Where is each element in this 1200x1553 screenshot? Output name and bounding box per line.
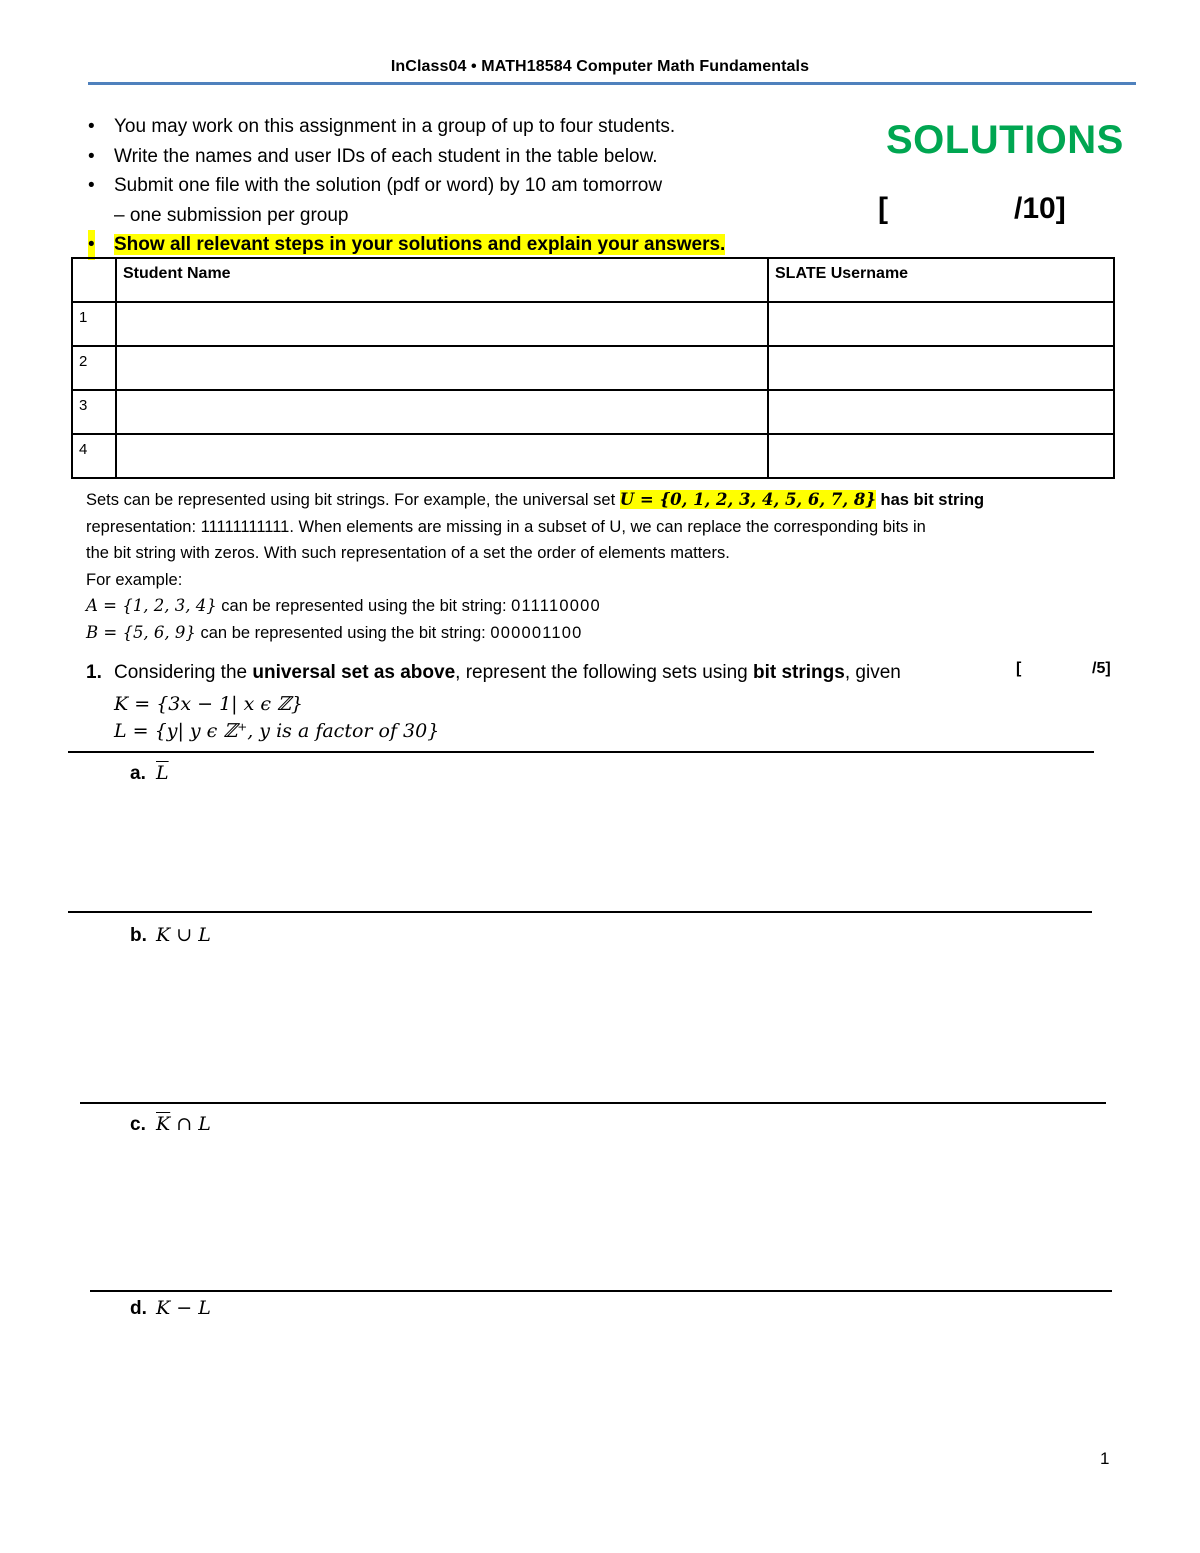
slate-username-field[interactable] bbox=[768, 302, 1114, 346]
question-1-prompt: 1. Considering the universal set as above, represent the following sets using bit strings, given bbox=[86, 662, 901, 683]
instruction-item: • You may work on this assignment in a group of up to four students. bbox=[86, 112, 806, 142]
table-row bbox=[72, 434, 1114, 478]
part-d-answer-area[interactable] bbox=[130, 1335, 1090, 1435]
part-c-answer-area[interactable] bbox=[130, 1150, 1090, 1280]
row-number: 3 bbox=[72, 390, 116, 434]
score-total: /10] bbox=[1014, 192, 1066, 225]
part-b-answer-area[interactable] bbox=[130, 962, 1090, 1092]
universal-set: U = {0, 1, 2, 3, 4, 5, 6, 7, 8} bbox=[619, 490, 876, 509]
example-set-b: B = {5, 6, 9} can be represented using the bit string: 000001100 bbox=[86, 622, 583, 642]
slate-username-field[interactable] bbox=[768, 434, 1114, 478]
answer-divider bbox=[80, 1102, 1106, 1104]
slate-username-field[interactable] bbox=[768, 346, 1114, 390]
slate-username-field[interactable] bbox=[768, 390, 1114, 434]
intro-line: For example: bbox=[86, 570, 183, 589]
example-set-a: A = {1, 2, 3, 4} can be represented using the bit string: 011110000 bbox=[86, 596, 601, 615]
table-row bbox=[72, 346, 1114, 390]
part-d: d. K − L bbox=[130, 1297, 211, 1319]
row-number: 1 bbox=[72, 302, 116, 346]
instruction-item-highlighted: • Show all relevant steps in your solutions and explain your answers. bbox=[86, 230, 806, 260]
student-name-field[interactable] bbox=[116, 390, 768, 434]
student-name-field[interactable] bbox=[116, 434, 768, 478]
answer-divider bbox=[68, 911, 1092, 913]
student-name-field[interactable] bbox=[116, 302, 768, 346]
student-name-field[interactable] bbox=[116, 346, 768, 390]
set-k-definition: K = {3x − 1| x ϵ ℤ} bbox=[114, 693, 304, 715]
instruction-item-continuation: – one submission per group bbox=[114, 204, 349, 226]
instruction-item: • Submit one file with the solution (pdf or word) by 10 am tomorrow bbox=[86, 171, 806, 201]
instruction-item: • Write the names and user IDs of each student in the table below. bbox=[86, 142, 806, 172]
instructions-list bbox=[86, 112, 806, 260]
intro-line: Sets can be represented using bit strings. For example, the universal set U = {0, 1, 2, 3, 4, 5, 6, 7, 8} has bit string bbox=[86, 490, 985, 509]
table-header-student-name: Student Name bbox=[116, 258, 768, 302]
table-header-row bbox=[72, 258, 1114, 302]
row-number: 4 bbox=[72, 434, 116, 478]
question-1-marks-total: /5] bbox=[1092, 660, 1111, 677]
intro-paragraph bbox=[86, 487, 1126, 646]
answer-divider bbox=[90, 1290, 1112, 1292]
part-b: b. K ∪ L bbox=[130, 924, 211, 946]
intro-line: the bit string with zeros. With such representation of a set the order of elements matters. bbox=[86, 544, 730, 562]
row-number: 2 bbox=[72, 346, 116, 390]
table-row bbox=[72, 390, 1114, 434]
part-c: c. $\overline{K}$ ∩ L bbox=[130, 1113, 211, 1135]
header-divider bbox=[88, 82, 1136, 85]
page-header-title: InClass04 • MATH18584 Computer Math Fundamentals bbox=[390, 58, 810, 75]
answer-divider bbox=[68, 751, 1094, 753]
table-header-slate-username: SLATE Username bbox=[768, 258, 1114, 302]
part-a-answer-area[interactable] bbox=[130, 800, 1090, 900]
part-a: a. $\overline{L}$ bbox=[130, 762, 169, 784]
table-header-cell bbox=[72, 258, 116, 302]
intro-line: representation: 11111111111. When elements are missing in a subset of U, we can replace the corresponding bits in bbox=[86, 517, 926, 536]
score-bracket-open: [ bbox=[878, 192, 888, 225]
set-l-definition: L = {y| y ϵ ℤ⁺, y is a factor of 30} bbox=[114, 720, 440, 742]
page-number: 1 bbox=[1100, 1449, 1110, 1468]
student-table bbox=[71, 257, 1115, 479]
solutions-stamp: SOLUTIONS bbox=[886, 118, 1124, 162]
table-row bbox=[72, 302, 1114, 346]
question-1-marks-open: [ bbox=[1016, 660, 1022, 677]
